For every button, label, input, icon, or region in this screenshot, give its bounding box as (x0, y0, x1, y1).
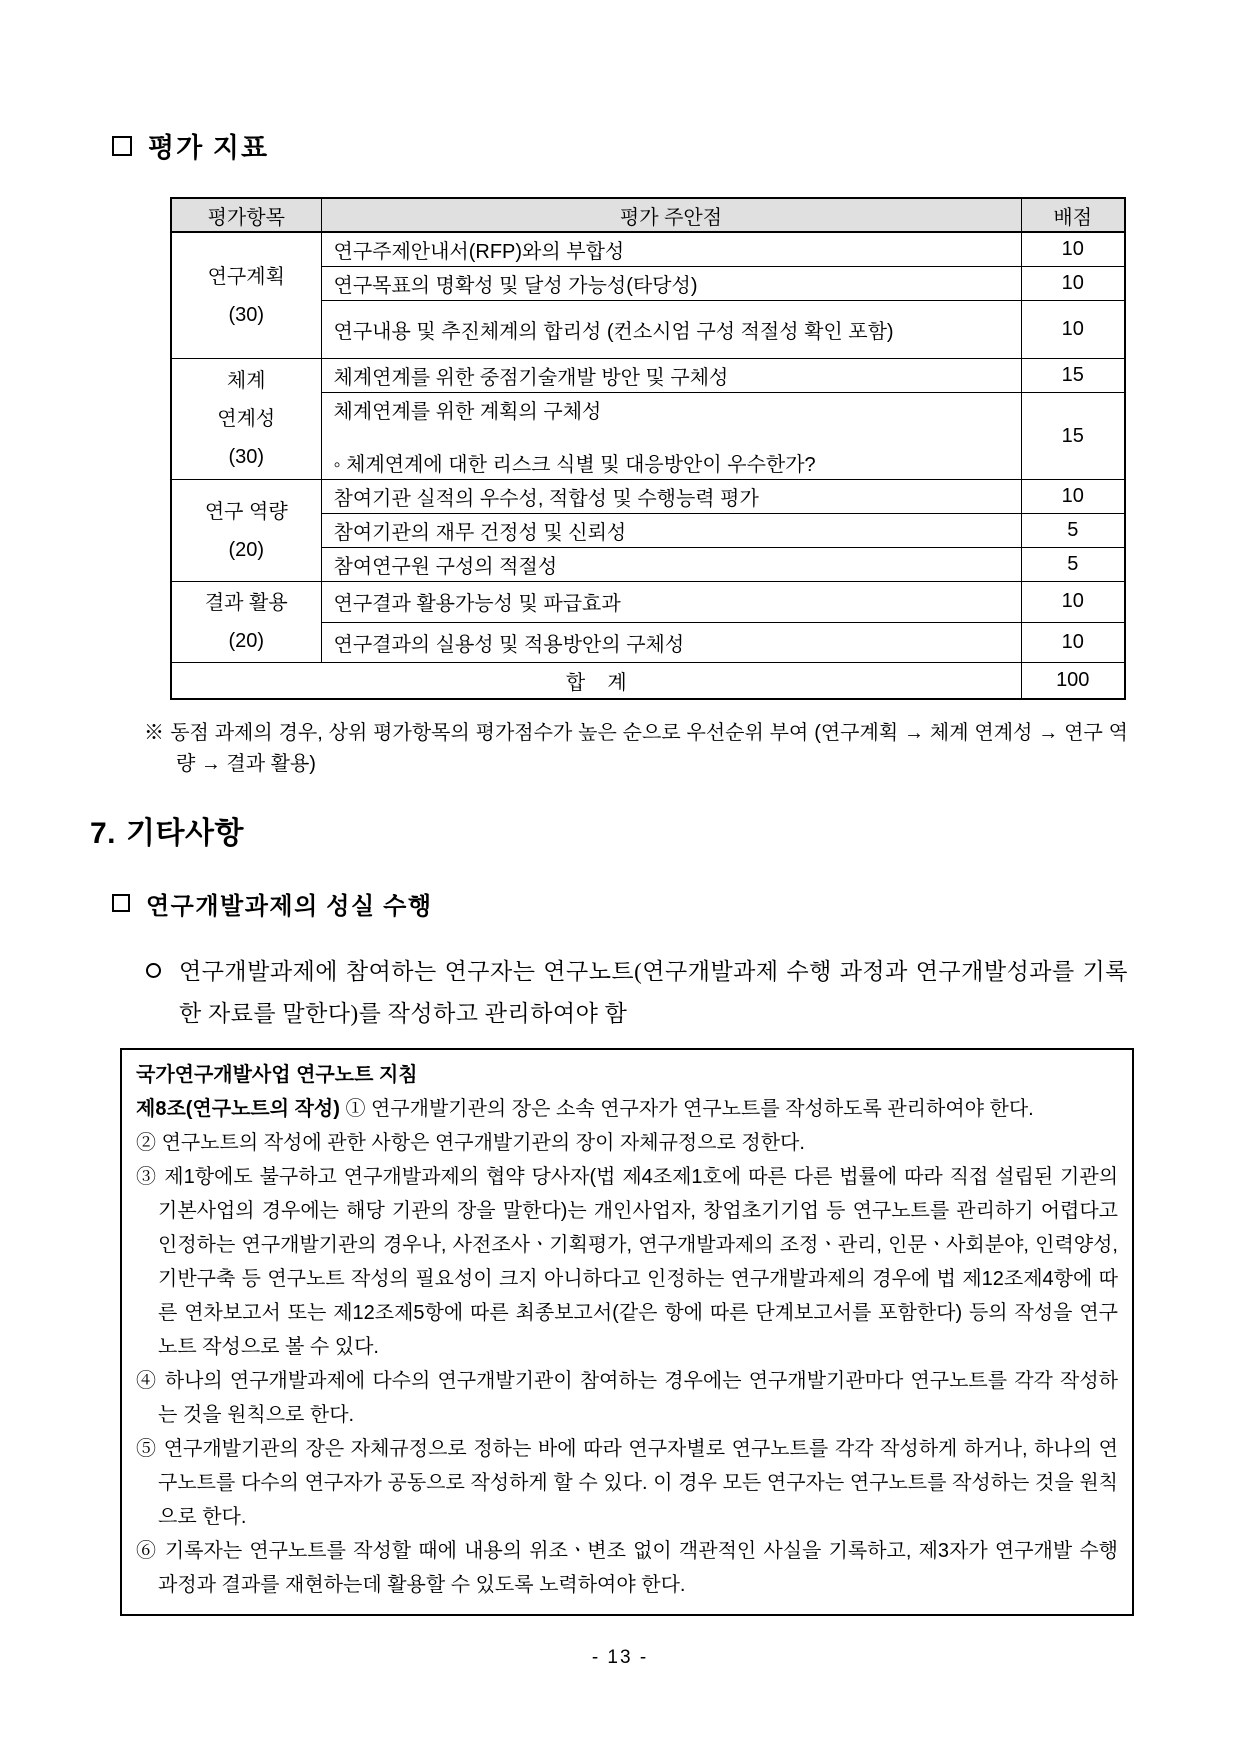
table-row (171, 582, 1125, 623)
points-cell: 10 (1021, 582, 1125, 623)
bullet-text: 연구개발과제에 참여하는 연구자는 연구노트(연구개발과제 수행 과정과 연구개발성과를 기록한 자료를 말한다)를 작성하고 관리하여야 함 (179, 958, 1128, 1027)
circle-bullet-icon (146, 963, 161, 978)
note-text: 동점 과제의 경우, 상위 평가항목의 평가점수가 높은 순으로 우선순위 부여 (연구계획 → 체계 연계성 → 연구 역량 → 결과 활용) (170, 721, 1129, 775)
clause-text: 연구개발기관의 장은 자체규정으로 정하는 바에 따라 연구자별로 연구노트를 각각 작성하게 하거나, 하나의 연구노트를 다수의 연구자가 공동으로 작성하게 할 수 있다. 이 경우 모든 연구자는 연구노트를 작성하는 것을 원칙으로 한다. (158, 1437, 1119, 1528)
guideline-clause-4 (136, 1364, 1118, 1432)
clause-text: 기록자는 연구노트를 작성할 때에 내용의 위조ㆍ변조 없이 객관적인 사실을 기록하고, 제3자가 연구개발 수행 과정과 결과를 재현하는데 활용할 수 있도록 노력하여야 한다. (158, 1539, 1118, 1596)
eval-section-heading (112, 126, 1240, 165)
clause-number: ③ (136, 1165, 158, 1188)
criterion-cell: 참여연구원 구성의 적절성 (321, 548, 1021, 582)
article-label: 제8조(연구노트의 작성) (136, 1097, 340, 1120)
points-cell: 5 (1021, 514, 1125, 548)
guideline-clause-3 (136, 1160, 1118, 1364)
table-row (171, 232, 1125, 267)
points-cell: 10 (1021, 622, 1125, 663)
total-points-cell: 100 (1021, 663, 1125, 699)
table-row (171, 359, 1125, 393)
points-cell: 10 (1021, 301, 1125, 359)
category-score: (30) (228, 303, 265, 326)
col-header-focus: 평가 주안점 (321, 198, 1021, 232)
category-label: 결과 활용 (204, 592, 288, 614)
subsection-heading (112, 886, 1240, 921)
points-cell: 5 (1021, 548, 1125, 582)
clause-text: 연구노트의 작성에 관한 사항은 연구개발기관의 장이 자체규정으로 정한다. (161, 1131, 805, 1154)
clause-number: ⑤ (136, 1437, 158, 1460)
square-bullet-icon (112, 894, 130, 912)
reference-mark-icon: ※ (144, 721, 165, 744)
section-number: 7. (90, 816, 117, 850)
points-cell: 10 (1021, 267, 1125, 301)
table-header-row (171, 198, 1125, 232)
subsection-title: 연구개발과제의 성실 수행 (146, 893, 433, 920)
category-label: 연계성 (217, 408, 276, 430)
total-label-cell: 합 계 (171, 663, 1021, 699)
guideline-clause-5 (136, 1432, 1118, 1534)
criterion-cell: 연구결과 활용가능성 및 파급효과 (321, 582, 1021, 623)
criterion-cell: 체계연계를 위한 중점기술개발 방안 및 구체성 (321, 359, 1021, 393)
category-cell-system-linkage (171, 359, 321, 480)
page-number: - 13 - (591, 1647, 649, 1668)
clause-number: ② (136, 1131, 156, 1154)
square-bullet-icon (112, 136, 132, 156)
col-header-item: 평가항목 (171, 198, 321, 232)
points-cell: 15 (1021, 359, 1125, 393)
points-cell: 10 (1021, 232, 1125, 267)
category-label: 체계 (226, 370, 266, 392)
criterion-cell: 참여기관 실적의 우수성, 적합성 및 수행능력 평가 (321, 480, 1021, 514)
criterion-cell: 연구결과의 실용성 및 적용방안의 구체성 (321, 622, 1021, 663)
guideline-box-title: 국가연구개발사업 연구노트 지침 (136, 1063, 418, 1086)
col-header-points: 배점 (1021, 198, 1125, 232)
table-row (171, 480, 1125, 514)
other-section-heading (90, 808, 1240, 852)
clause-number: ⑥ (136, 1539, 158, 1562)
clause-number: ④ (136, 1369, 158, 1392)
evaluation-table (170, 197, 1126, 700)
category-label: 연구 역량 (204, 500, 288, 523)
clause-text: 연구개발기관의 장은 소속 연구자가 연구노트를 작성하도록 관리하여야 한다. (371, 1097, 1034, 1120)
bullet-item (146, 951, 1128, 1036)
criterion-cell: 연구목표의 명확성 및 달성 가능성(타당성) (321, 267, 1021, 301)
clause-number: ① (345, 1097, 366, 1120)
category-score: (20) (228, 630, 265, 652)
criterion-cell: 참여기관의 재무 건정성 및 신뢰성 (321, 514, 1021, 548)
section-title: 기타사항 (126, 816, 244, 850)
category-cell-research-capability (171, 480, 321, 582)
points-cell: 10 (1021, 480, 1125, 514)
criterion-line: 체계연계를 위한 계획의 구체성 (333, 401, 602, 423)
points-cell: 15 (1021, 393, 1125, 480)
table-total-row (171, 663, 1125, 699)
guideline-clause-2 (136, 1126, 1118, 1160)
guideline-clause-1 (136, 1092, 1118, 1126)
category-cell-result-utilization (171, 582, 321, 663)
eval-section-title: 평가 지표 (148, 133, 270, 163)
criterion-cell: 연구내용 및 추진체계의 합리성 (컨소시엄 구성 적절성 확인 포함) (321, 301, 1021, 359)
guideline-box (120, 1048, 1134, 1616)
clause-text: 제1항에도 불구하고 연구개발과제의 협약 당사자(법 제4조제1호에 따른 다른 법률에 따라 직접 설립된 기관의 기본사업의 경우에는 해당 기관의 장을 말한다)는 개인사업자, 창업초기기업 등 연구노트를 관리하기 어렵다고 인정하는 연구개발기관의 경우나, 사전조사ㆍ기획평가, 연구개발과제의 조정ㆍ관리, 인문ㆍ사회분야, 인력양성, 기반구축 등 연구노트 작성의 필요성이 크지 아니하다고 인정하는 연구개발과제의 경우에 법 제12조제4항에 따른 연차보고서 또는 제12조제5항에 따른 최종보고서(같은 항에 따른 단계보고서를 포함한다) 등의 작성을 연구노트 작성으로 볼 수 있다. (158, 1165, 1119, 1358)
category-cell-research-plan (171, 232, 321, 359)
criterion-cell: 연구주제안내서(RFP)와의 부합성 (321, 232, 1021, 267)
category-label: 연구계획 (207, 265, 285, 288)
category-score: (30) (228, 446, 265, 468)
guideline-clause-6 (136, 1534, 1118, 1602)
tie-break-note (144, 718, 1128, 780)
clause-text: 하나의 연구개발과제에 다수의 연구개발기관이 참여하는 경우에는 연구개발기관마다 연구노트를 각각 작성하는 것을 원칙으로 한다. (158, 1369, 1118, 1426)
criterion-subline: ◦ 체계연계에 대한 리스크 식별 및 대응방안이 우수한가? (333, 454, 816, 476)
criterion-cell (321, 393, 1021, 480)
category-score: (20) (228, 538, 265, 561)
